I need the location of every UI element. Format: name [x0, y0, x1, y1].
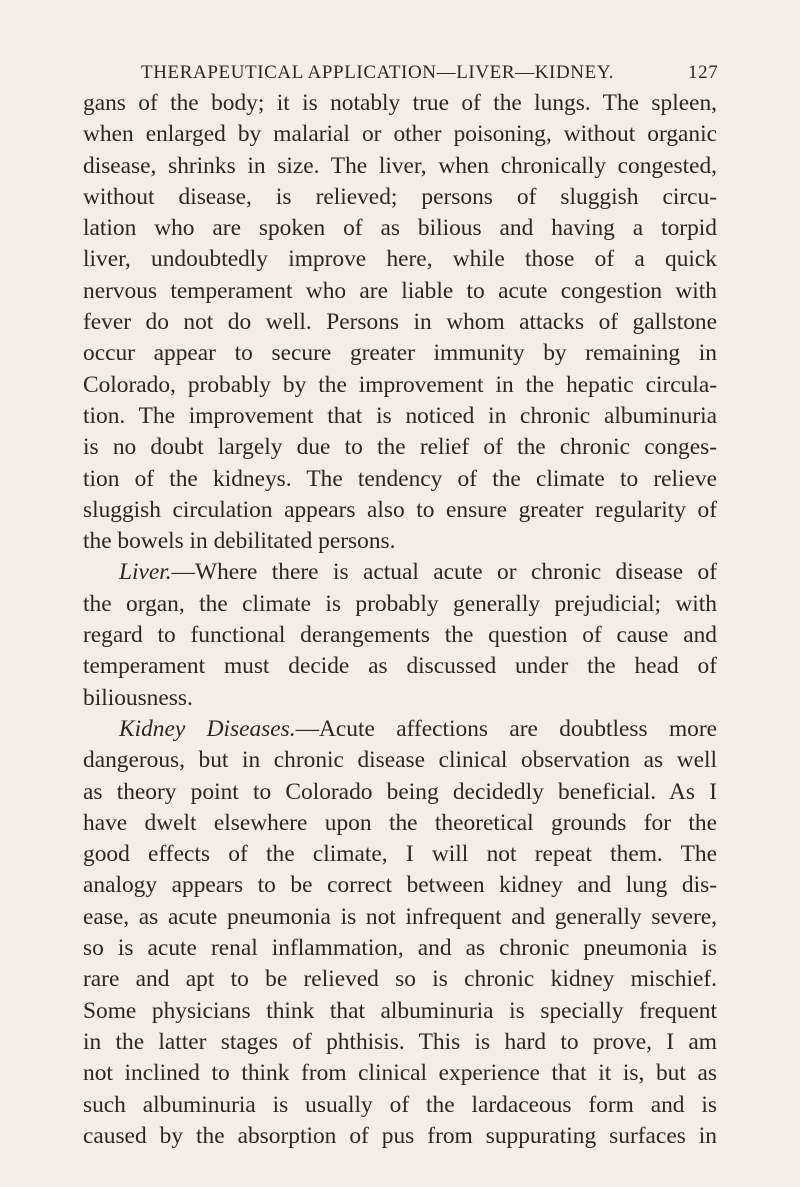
text-line: the bowels in debilitated persons. — [83, 528, 396, 555]
text-line: liver, undoubtedly improve here, while those of a quick — [83, 246, 717, 273]
text-line: biliousness. — [83, 684, 193, 711]
running-title: THERAPEUTICAL APPLICATION—LIVER—KIDNEY. — [141, 62, 615, 83]
running-head — [141, 62, 721, 84]
text-line — [83, 714, 717, 745]
text-line: ease, as acute pneumonia is not infrequent and generally severe, — [83, 903, 717, 930]
text-line: regard to functional derangements the question of cause and — [83, 622, 717, 649]
text-line: fever do not do well. Persons in whom attacks of gallstone — [83, 309, 717, 336]
text-line — [83, 557, 717, 588]
page-number: 127 — [688, 62, 719, 83]
text-line: when enlarged by malarial or other poisoning, without organic — [83, 121, 717, 148]
text-line: caused by the absorption of pus from suppurating surfaces in — [83, 1122, 717, 1149]
text-line: nervous temperament who are liable to acute congestion with — [83, 277, 717, 304]
text-line: in the latter stages of phthisis. This is hard to prove, I am — [83, 1028, 717, 1055]
text-line: good effects of the climate, I will not repeat them. The — [83, 841, 717, 868]
text-line: Colorado, probably by the improvement in the hepatic circula- — [83, 371, 717, 398]
text-line: gans of the body; it is notably true of the lungs. The spleen, — [83, 90, 717, 116]
text-line: rare and apt to be relieved so is chronic kidney mischief. — [83, 966, 717, 993]
text-line: so is acute renal inflammation, and as chronic pneumonia is — [83, 935, 717, 962]
text-line: lation who are spoken of as bilious and having a torpid — [83, 215, 717, 242]
text-line: have dwelt elsewhere upon the theoretical grounds for the — [83, 809, 717, 836]
text-line: such albuminuria is usually of the lardaceous form and is — [83, 1091, 717, 1118]
text-run: —Acute affections are doubtless more — [295, 715, 717, 742]
text-line: tion of the kidneys. The tendency of the climate to relieve — [83, 465, 717, 492]
text-line: without disease, is relieved; persons of sluggish circu- — [83, 183, 717, 210]
text-line: temperament must decide as discussed under the head of — [83, 653, 717, 680]
body-text — [83, 88, 717, 1152]
text-line: disease, shrinks in size. The liver, when chronically congested, — [83, 152, 717, 179]
text-line: analogy appears to be correct between kidney and lung dis- — [83, 872, 717, 899]
text-line: not inclined to think from clinical experience that it is, but as — [83, 1060, 717, 1087]
text-line: the organ, the climate is probably generally prejudicial; with — [83, 590, 717, 617]
text-line: tion. The improvement that is noticed in chronic albuminuria — [83, 402, 717, 429]
text-line: occur appear to secure greater immunity by remaining in — [83, 340, 717, 367]
text-line: sluggish circulation appears also to ensure greater regularity of — [83, 496, 717, 523]
text-line: dangerous, but in chronic disease clinical observation as well — [83, 747, 717, 774]
text-line: is no doubt largely due to the relief of the chronic conges- — [83, 434, 717, 461]
section-heading-liver: Liver. — [119, 559, 172, 586]
text-line: Some physicians think that albuminuria is specially frequent — [83, 997, 717, 1024]
section-heading-kidney: Kidney Diseases. — [119, 715, 296, 742]
text-run: —Where there is actual acute or chronic disease of — [171, 559, 717, 586]
text-line: as theory point to Colorado being decidedly beneficial. As I — [83, 778, 717, 805]
